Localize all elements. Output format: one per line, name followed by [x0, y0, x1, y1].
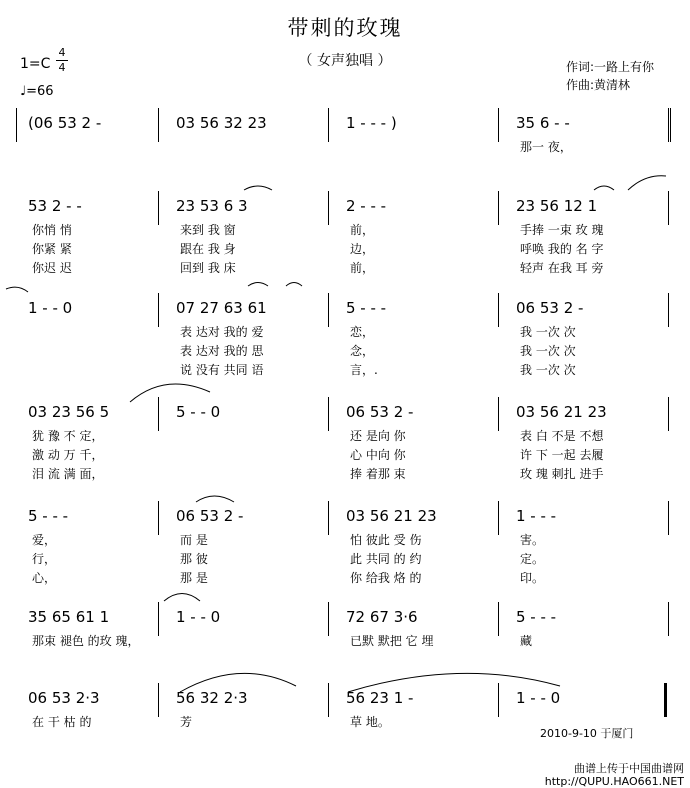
slur — [248, 283, 268, 287]
lyric-verse-2: 念， — [350, 344, 375, 358]
lyric-verse-3: 前， — [350, 261, 375, 275]
lyric-verse-3: 你迟 迟 — [32, 261, 72, 275]
lyric-verse-1: 表 达对 我的 爱 — [180, 325, 264, 339]
measure-notes: 03 56 32 23 — [176, 114, 267, 132]
slur — [164, 594, 200, 602]
lyric-verse-1: 表 白 不是 不想 — [520, 429, 604, 443]
measure-notes: 5 - - 0 — [176, 403, 221, 421]
lyric-verse-1: 已默 默把 它 埋 — [350, 634, 434, 648]
lyric-verse-1: 藏 — [520, 634, 533, 648]
lyric-verse-1: 来到 我 窗 — [180, 223, 236, 237]
source-site-name: 曲谱上传于中国曲谱网 — [574, 762, 684, 775]
lyric-verse-1: 而 是 — [180, 533, 208, 547]
lyric-verse-2: 那 彼 — [180, 552, 208, 566]
measure-notes: 03 56 21 23 — [346, 507, 437, 525]
lyric-verse-1: 爱， — [32, 533, 57, 547]
measure-notes: 56 32 2·3 — [176, 689, 248, 707]
measure-notes: 03 23 56 5 — [28, 403, 110, 421]
measure-notes: 06 53 2 - — [346, 403, 414, 421]
measure-notes: 23 53 6 3 — [176, 197, 248, 215]
lyric-verse-2: 激 动 万 千， — [32, 448, 104, 462]
lyric-verse-3: 印。 — [520, 571, 545, 585]
lyric-verse-1: 恋， — [350, 325, 375, 339]
lyric-verse-1: 还 是向 你 — [350, 429, 406, 443]
song-title: 带刺的玫瑰 — [287, 16, 403, 40]
measure-notes: 5 - - - — [516, 608, 557, 626]
slur — [594, 186, 614, 190]
lyric-verse-3: 我 一次 次 — [520, 363, 576, 377]
lyric-verse-1: 害。 — [520, 533, 545, 547]
measure-notes: 1 - - - — [516, 507, 557, 525]
source-site-url: http://QUPU.HAO661.NET — [544, 775, 684, 788]
lyric-verse-1: 在 干 枯 的 — [32, 715, 92, 729]
lyric-verse-3: 泪 流 满 面， — [32, 467, 104, 481]
measure-notes: 06 53 2 - — [176, 507, 244, 525]
lyric-verse-1: 草 地。 — [350, 715, 390, 729]
measure-notes: 5 - - - — [28, 507, 69, 525]
lyric-verse-2: 你紧 紧 — [32, 242, 72, 256]
lyric-verse-1: 那束 褪色 的玫 瑰， — [32, 634, 140, 648]
lyric-verse-1: 犹 豫 不 定， — [32, 429, 104, 443]
lyric-verse-3: 心， — [32, 571, 57, 585]
composer-credit: 作曲:黄清林 — [566, 78, 631, 92]
lyric-verse-1: 前， — [350, 223, 375, 237]
lyric-verse-2: 心 中向 你 — [350, 448, 406, 462]
measure-notes: (06 53 2 - — [28, 114, 102, 132]
measure-notes: 1 - - - ) — [346, 114, 397, 132]
slur — [286, 283, 302, 287]
lyric-verse-3: 轻声 在我 耳 旁 — [520, 261, 604, 275]
measure-notes: 35 6 - - — [516, 114, 570, 132]
measure-notes: 1 - - 0 — [516, 689, 561, 707]
slur — [244, 186, 272, 190]
lyric-verse-2: 行， — [32, 552, 57, 566]
meter-top: 4 — [58, 46, 66, 59]
measure-notes: 07 27 63 61 — [176, 299, 267, 317]
lyric-verse-2: 跟在 我 身 — [180, 242, 236, 256]
lyric-verse-2: 定。 — [520, 552, 545, 566]
song-subtitle: （ 女声独唱 ） — [298, 53, 392, 69]
lyric-verse-3: 回到 我 床 — [180, 261, 236, 275]
lyric-verse-3: 那 是 — [180, 571, 208, 585]
lyric-verse-2: 许 下 一起 去履 — [520, 448, 604, 462]
measure-notes: 06 53 2·3 — [28, 689, 100, 707]
lyric-verse-2: 表 达对 我的 思 — [180, 344, 264, 358]
lyric-verse-2: 我 一次 次 — [520, 344, 576, 358]
measure-notes: 03 56 21 23 — [516, 403, 607, 421]
lyricist-credit: 作词:一路上有你 — [566, 60, 655, 74]
measure-notes: 35 65 61 1 — [28, 608, 110, 626]
meter-bottom: 4 — [58, 61, 66, 74]
slur — [180, 673, 296, 692]
measure-notes: 06 53 2 - — [516, 299, 584, 317]
measure-notes: 53 2 - - — [28, 197, 82, 215]
lyric-verse-1: 那一 夜， — [520, 140, 572, 154]
lyric-verse-2: 呼唤 我的 名 字 — [520, 242, 604, 256]
measure-notes: 1 - - 0 — [28, 299, 73, 317]
slur — [196, 496, 234, 502]
slur — [6, 287, 28, 292]
lyric-verse-1: 手捧 一束 玫 瑰 — [520, 223, 604, 237]
lyric-verse-3: 说 没有 共同 语 — [180, 363, 264, 377]
lyric-verse-3: 玫 瑰 刺扎 进手 — [520, 467, 604, 481]
lyric-verse-3: 你 给我 烙 的 — [350, 571, 422, 585]
composition-date: 2010-9-10 于厦门 — [540, 727, 634, 740]
slur — [348, 673, 560, 692]
lyric-verse-2: 此 共同 的 约 — [350, 552, 422, 566]
measure-notes: 2 - - - — [346, 197, 387, 215]
lyric-verse-1: 你悄 悄 — [32, 223, 72, 237]
lyric-verse-3: 捧 着那 束 — [350, 467, 406, 481]
lyric-verse-1: 我 一次 次 — [520, 325, 576, 339]
measure-notes: 72 67 3·6 — [346, 608, 418, 626]
lyric-verse-1: 怕 彼此 受 伤 — [350, 533, 422, 547]
key-signature: 1=C — [20, 56, 51, 72]
measure-notes: 1 - - 0 — [176, 608, 221, 626]
slur — [628, 176, 666, 190]
lyric-verse-3: 言，. — [350, 363, 378, 377]
lyric-verse-2: 边， — [350, 242, 375, 256]
measure-notes: 5 - - - — [346, 299, 387, 317]
slur — [130, 384, 210, 402]
measure-notes: 56 23 1 - — [346, 689, 414, 707]
lyric-verse-1: 芳 — [180, 715, 193, 729]
measure-notes: 23 56 12 1 — [516, 197, 598, 215]
tempo-mark: ♩=66 — [20, 84, 54, 99]
